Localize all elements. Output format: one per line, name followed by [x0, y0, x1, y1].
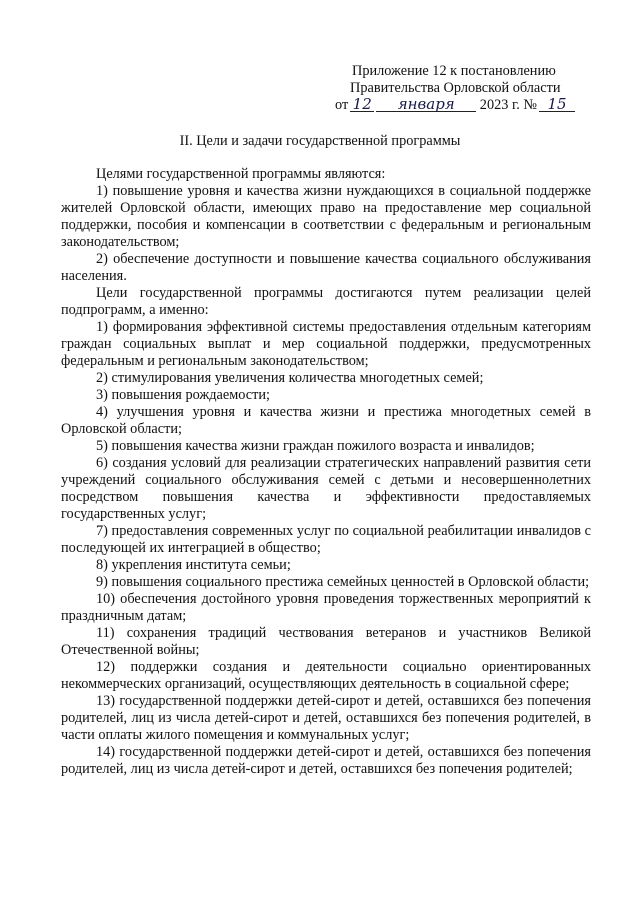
handwritten-number: 15	[539, 97, 575, 112]
document-body	[61, 166, 591, 778]
appendix-header	[330, 63, 590, 114]
paragraph-subgoal-4: 4) улучшения уровня и качества жизни и престижа многодетных семей в Орловской области;	[61, 404, 591, 437]
paragraph-intro-subprograms: Цели государственной программы достигаются путем реализации целей подпрограмм, а именно:	[61, 285, 591, 318]
paragraph-subgoal-3: 3) повышения рождаемости;	[96, 387, 270, 403]
paragraph-subgoal-12: 12) поддержки создания и деятельности социально ориентированных некоммерческих организаций, осуществляющих деятельность в социальной сфере;	[61, 659, 591, 692]
paragraph-subgoal-8: 8) укрепления института семьи;	[96, 557, 291, 573]
paragraph-subgoal-11: 11) сохранения традиций чествования ветеранов и участников Великой Отечественной войны;	[61, 625, 591, 658]
paragraph-subgoal-5: 5) повышения качества жизни граждан пожилого возраста и инвалидов;	[96, 438, 535, 454]
paragraph-goal-2: 2) обеспечение доступности и повышение качества социального обслуживания населения.	[61, 251, 591, 284]
year-text: 2023 г. №	[479, 97, 538, 113]
paragraph-goal-1: 1) повышение уровня и качества жизни нуждающихся в социальной поддержке жителей Орловской области, имеющих право на предоставление мер социальной поддержки, пособия и компенсации в соответствии с федеральным и региональным законодательством;	[61, 183, 591, 250]
decree-date-line	[330, 97, 590, 114]
paragraph-subgoal-7: 7) предоставления современных услуг по социальной реабилитации инвалидов с последующей их интеграцией в общество;	[61, 523, 591, 556]
paragraph-subgoal-13: 13) государственной поддержки детей-сирот и детей, оставшихся без попечения родителей, лиц из числа детей-сирот и детей, оставшихся без попечения родителей, в части оплаты жилого помещения и коммунальных услуг;	[61, 693, 591, 743]
handwritten-month: января	[376, 97, 476, 112]
handwritten-day: 12	[350, 97, 374, 112]
appendix-line-1: Приложение 12 к постановлению	[352, 63, 556, 79]
paragraph-subgoal-1: 1) формирования эффективной системы предоставления отдельным категориям граждан социальных выплат и мер социальной поддержки, предусмотренных федеральным и региональным законодательством;	[61, 319, 591, 369]
paragraph-intro-goals: Целями государственной программы являются:	[96, 166, 386, 182]
appendix-line-2: Правительства Орловской области	[350, 80, 561, 96]
section-title: II. Цели и задачи государственной программы	[179, 133, 461, 149]
paragraph-subgoal-10: 10) обеспечения достойного уровня проведения торжественных мероприятий к праздничным датам;	[61, 591, 591, 624]
paragraph-subgoal-9: 9) повышения социального престижа семейных ценностей в Орловской области;	[96, 574, 590, 590]
paragraph-subgoal-14: 14) государственной поддержки детей-сирот и детей, оставшихся без попечения родителей, лиц из числа детей-сирот и детей, оставшихся без попечения родителей;	[61, 744, 591, 777]
paragraph-subgoal-6: 6) создания условий для реализации стратегических направлений развития сети учреждений социального обслуживания семей с детьми и несовершеннолетних посредством повышения качества и эффективности предоставляемых государственных услуг;	[61, 455, 591, 522]
date-prefix: от	[335, 97, 349, 113]
paragraph-subgoal-2: 2) стимулирования увеличения количества многодетных семей;	[96, 370, 484, 386]
